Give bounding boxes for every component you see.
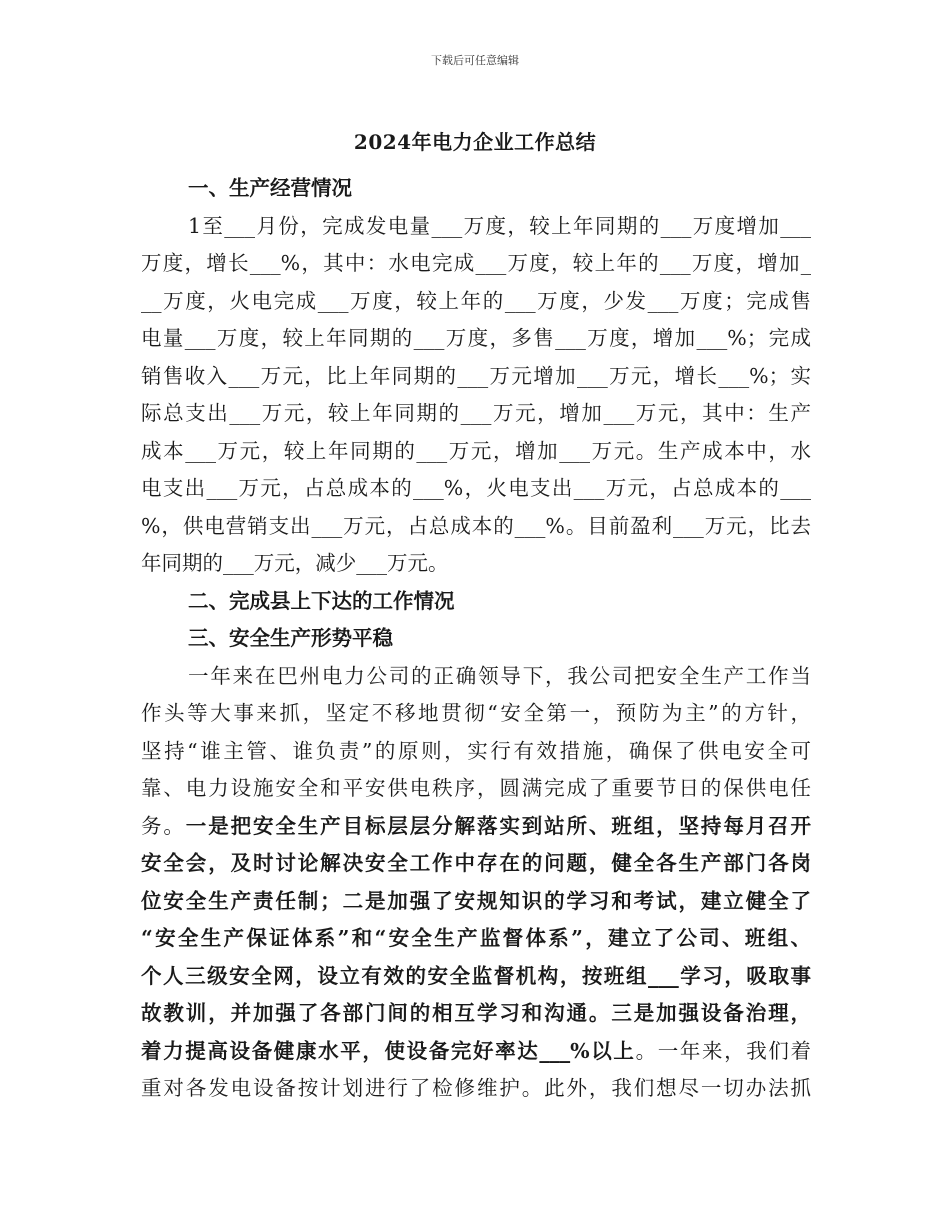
paragraph-line: %，供电营销支出___万元，占总成本的___%。目前盈利___万元，比去: [141, 513, 811, 538]
paragraph-line: 重对各发电设备按计划进行了检修维护。此外，我们想尽一切办法抓: [141, 1076, 811, 1100]
paragraph-line-bold: 安全会，及时讨论解决安全工作中存在的问题，健全各生产部门各岗: [141, 851, 811, 875]
paragraph-text: 。一年来，我们着: [635, 1038, 812, 1063]
paragraph-line: 销售收入___万元，比上年同期的___万元增加___万元，增长___%；实: [141, 363, 811, 388]
paragraph-line: 坚持“谁主管、谁负责”的原则，实行有效措施，确保了供电安全可: [141, 738, 811, 763]
header-note: 下载后可任意编辑: [431, 54, 519, 67]
paragraph-line: 一年来在巴州电力公司的正确领导下，我公司把安全生产工作当: [188, 663, 811, 688]
paragraph-line: 电量___万度，较上年同期的___万度，多售___万度，增加___%；完成: [141, 326, 811, 350]
paragraph-line-bold: 故教训，并加强了各部门间的相互学习和沟通。三是加强设备治理，: [141, 1001, 811, 1025]
paragraph-line: 靠、电力设施安全和平安供电秩序，圆满完成了重要节日的保供电任: [141, 776, 811, 800]
bold-text: 一是把安全生产目标层层分解落实到站所、班组，坚持每月召开: [185, 813, 812, 838]
paragraph-text: 务。: [141, 813, 186, 838]
section-heading: 二、完成县上下达的工作情况: [188, 588, 455, 613]
paragraph-line: 成本___万元，较上年同期的___万元，增加___万元。生产成本中，水: [141, 438, 811, 463]
document-body: [141, 170, 811, 1108]
paragraph-line: 年同期的___万元，减少___万元。: [141, 551, 449, 575]
paragraph-line: 1至___月份，完成发电量___万度，较上年同期的___万度增加___: [188, 213, 811, 238]
paragraph-line: __万度，火电完成___万度，较上年的___万度，少发___万度；完成售: [141, 288, 811, 313]
paragraph-line-bold: 位安全生产责任制；二是加强了安规知识的学习和考试，建立健全了: [141, 888, 811, 913]
document-title: 2024年电力企业工作总结: [353, 130, 597, 154]
paragraph-line-bold: 个人三级安全网，设立有效的安全监督机构，按班组___学习，吸取事: [141, 963, 811, 988]
paragraph-line: 电支出___万元，占总成本的___%，火电支出___万元，占总成本的___: [141, 476, 811, 500]
paragraph-line: 际总支出___万元，较上年同期的___万元，增加___万元，其中：生产: [141, 401, 811, 425]
bold-text: 着力提高设备健康水平，使设备完好率达___%以上: [141, 1038, 636, 1063]
paragraph-line: [141, 808, 811, 846]
paragraph-line-bold: “安全生产保证体系”和“安全生产监督体系”，建立了公司、班组、: [141, 926, 811, 950]
paragraph-line: [141, 1033, 811, 1071]
paragraph-line: 万度，增长___%，其中：水电完成___万度，较上年的___万度，增加_: [141, 251, 811, 275]
paragraph-line: 作头等大事来抓，坚定不移地贯彻“安全第一，预防为主”的方针，: [141, 701, 811, 725]
section-heading: 三、安全生产形势平稳: [188, 626, 393, 650]
section-heading: 一、生产经营情况: [188, 176, 352, 200]
